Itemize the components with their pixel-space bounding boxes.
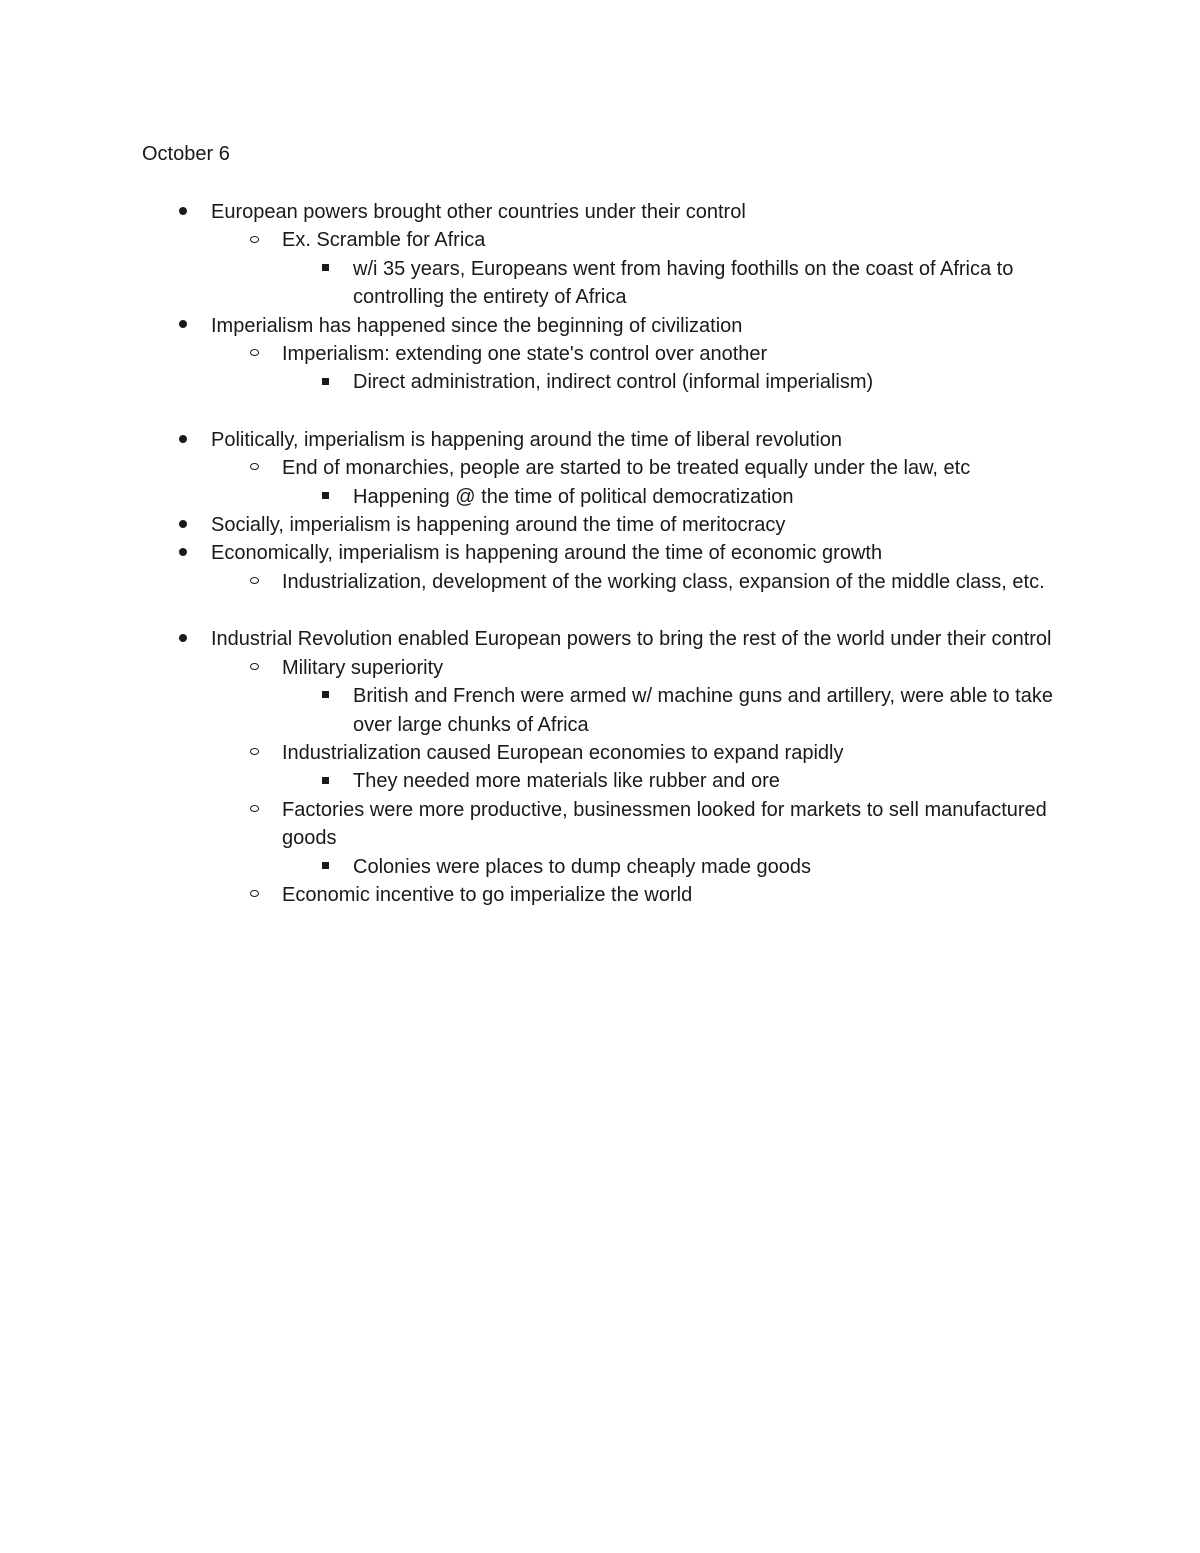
list-item: [211, 539, 1061, 567]
bullet-marker: [175, 312, 191, 340]
list-item-text: Military superiority: [282, 656, 444, 679]
list-item-text: Direct administration, indirect control (informal imperialism): [353, 371, 874, 394]
bullet-marker: [317, 682, 333, 710]
list-item: [353, 255, 1063, 312]
list-item-text: Ex. Scramble for Africa: [282, 229, 486, 252]
hollow-bullet-icon: [250, 577, 259, 584]
bullet-marker: [317, 483, 333, 511]
list-item-text: Happening @ the time of political democratization: [353, 485, 794, 508]
list-item: [211, 511, 1061, 539]
hollow-bullet-icon: [250, 748, 259, 755]
square-bullet-icon: [322, 691, 329, 698]
list-item: [353, 368, 1063, 396]
filled-bullet-icon: [179, 548, 187, 556]
list-item-text: Industrialization caused European economies to expand rapidly: [282, 741, 844, 764]
bullet-marker: [317, 255, 333, 283]
square-bullet-icon: [322, 378, 329, 385]
list-item-text: European powers brought other countries under their control: [211, 201, 746, 223]
list-item: [282, 226, 1062, 254]
list-item: [211, 312, 1061, 340]
list-item: [282, 796, 1062, 853]
hollow-bullet-icon: [250, 663, 259, 670]
list-item: [282, 654, 1062, 682]
square-bullet-icon: [322, 264, 329, 271]
notes-list: [0, 198, 1200, 909]
blank-line: [0, 596, 1200, 625]
list-item: [353, 767, 1063, 795]
filled-bullet-icon: [179, 320, 187, 328]
bullet-marker: [317, 853, 333, 881]
list-item: [282, 568, 1062, 596]
list-item: [211, 426, 1061, 454]
filled-bullet-icon: [179, 207, 187, 215]
hollow-bullet-icon: [250, 890, 259, 897]
bullet-marker: [246, 454, 262, 482]
bullet-marker: [175, 511, 191, 539]
bullet-marker: [317, 368, 333, 396]
hollow-bullet-icon: [250, 805, 259, 812]
bullet-marker: [175, 198, 191, 226]
list-item: [211, 198, 1061, 226]
bullet-marker: [175, 426, 191, 454]
square-bullet-icon: [322, 862, 329, 869]
list-item-text: End of monarchies, people are started to be treated equally under the law, etc: [282, 457, 971, 480]
list-item-text: Economically, imperialism is happening around the time of economic growth: [211, 542, 883, 565]
bullet-marker: [175, 625, 191, 653]
list-item: [282, 454, 1062, 482]
list-item-text: Imperialism: extending one state's control over another: [282, 343, 768, 366]
hollow-bullet-icon: [250, 349, 259, 356]
bullet-marker: [246, 226, 262, 254]
list-item-text: Factories were more productive, businessmen looked for markets to sell manufactured goods: [282, 798, 1047, 850]
square-bullet-icon: [322, 777, 329, 784]
bullet-marker: [246, 340, 262, 368]
list-item: [353, 682, 1063, 739]
list-item-text: Colonies were places to dump cheaply made goods: [353, 855, 812, 878]
hollow-bullet-icon: [250, 463, 259, 470]
bullet-marker: [246, 881, 262, 909]
list-item-text: Industrialization, development of the working class, expansion of the middle class, etc.: [282, 570, 1045, 593]
list-item: [282, 340, 1062, 368]
list-item: [211, 625, 1061, 653]
blank-line: [0, 397, 1200, 426]
list-item-text: Socially, imperialism is happening around the time of meritocracy: [211, 514, 786, 537]
list-item-text: Imperialism has happened since the beginning of civilization: [211, 314, 743, 337]
bullet-marker: [246, 739, 262, 767]
bullet-marker: [246, 654, 262, 682]
bullet-marker: [175, 539, 191, 567]
filled-bullet-icon: [179, 520, 187, 528]
list-item-text: Economic incentive to go imperialize the world: [282, 883, 693, 906]
list-item-text: They needed more materials like rubber and ore: [353, 770, 780, 793]
list-item: [353, 483, 1063, 511]
bullet-marker: [317, 767, 333, 795]
filled-bullet-icon: [179, 435, 187, 443]
bullet-marker: [246, 568, 262, 596]
page-title: October 6: [142, 143, 230, 165]
square-bullet-icon: [322, 492, 329, 499]
list-item: [353, 853, 1063, 881]
list-item-text: British and French were armed w/ machine guns and artillery, were able to take over large chunks of Africa: [353, 685, 1053, 736]
list-item-text: Industrial Revolution enabled European powers to bring the rest of the world under their control: [211, 628, 1052, 651]
list-item: [282, 739, 1062, 767]
bullet-marker: [246, 796, 262, 824]
list-item-text: Politically, imperialism is happening around the time of liberal revolution: [211, 428, 843, 451]
list-item-text: w/i 35 years, Europeans went from having foothills on the coast of Africa to controlling the entirety of Africa: [353, 257, 1014, 309]
filled-bullet-icon: [179, 634, 187, 642]
list-item: [282, 881, 1062, 909]
hollow-bullet-icon: [250, 236, 259, 243]
